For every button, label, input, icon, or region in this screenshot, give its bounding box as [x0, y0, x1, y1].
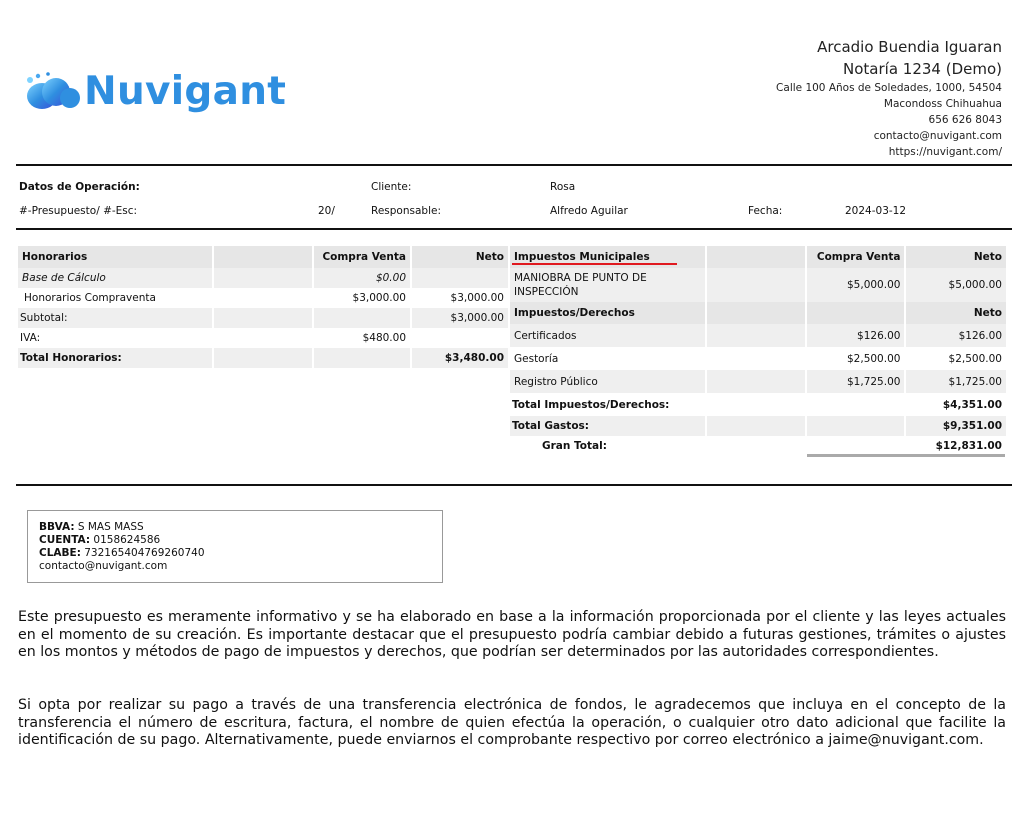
clabe-value: 732165404769260740: [84, 547, 205, 559]
budget-value: 20/: [318, 205, 335, 217]
item-value: $1,725.00: [807, 370, 904, 393]
date-label: Fecha:: [748, 205, 783, 217]
owner-name: Arcadio Buendia Iguaran: [817, 38, 1002, 56]
table-row: [18, 328, 508, 348]
item-value: $2,500.00: [847, 352, 901, 365]
neto-header: Neto: [412, 246, 508, 268]
cloud-logo-icon: [22, 70, 86, 114]
impuestos-municipales-header: Impuestos Municipales: [510, 246, 705, 268]
municipal-item-value: $5,000.00: [807, 268, 904, 302]
compra-venta-header: Compra Venta: [807, 246, 904, 268]
brand-logo: [22, 70, 286, 114]
item-label: Gestoría: [514, 352, 559, 365]
derechos-header: Impuestos/Derechos: [510, 302, 705, 324]
table-row: [18, 308, 508, 328]
table-row: [510, 393, 1006, 416]
disclaimer-paragraph-1: Este presupuesto es meramente informativo y se ha elaborado en base a la información proporcionada por el cliente y las leyes actuales en el momento de su creación. Es importante destacar que el presupuesto podría cambiar debido a futuras gestiones, trámites o ajustes en los montos y métodos de pago de impuestos y derechos, que podrían ser determinados por las autoridades correspondientes.: [18, 609, 1006, 660]
header-underline: [512, 263, 677, 265]
total-underline: [807, 454, 1005, 457]
item-neto: $1,725.00: [906, 370, 1006, 393]
table-row: [510, 347, 1006, 370]
item-neto: $126.00: [906, 324, 1006, 347]
company-address: Calle 100 Años de Soledades, 1000, 54504: [776, 82, 1002, 94]
base-label: Base de Cálculo: [18, 268, 212, 288]
responsible-label: Responsable:: [371, 205, 441, 217]
responsible-value: Alfredo Aguilar: [550, 205, 628, 217]
total-derechos-neto: $4,351.00: [942, 398, 1002, 411]
company-city: Macondoss Chihuahua: [883, 98, 1002, 110]
honorarios-header: Honorarios: [18, 246, 212, 268]
office-name: Notaría 1234 (Demo): [843, 60, 1002, 78]
subtotal-neto: $3,000.00: [412, 308, 508, 328]
neto-header: Neto: [906, 302, 1006, 324]
total-derechos-label: Total Impuestos/Derechos:: [512, 398, 670, 411]
bank-email[interactable]: contacto@nuvigant.com: [39, 560, 168, 572]
impuestos-table: [508, 246, 1008, 456]
iva-label: IVA:: [20, 332, 41, 344]
disclaimer-paragraph-2: Si opta por realizar su pago a través de una transferencia electrónica de fondos, le agradecemos que incluya en el concepto de la transferencia el número de escritura, factura, el nombre de quien efectúa la operación, o cualquier otro dato adicional que facilite la identificación de su pago. Alternativamente, puede enviarnos el comprobante respectivo por correo electrónico a jaime@nuvigant.com.: [18, 697, 1006, 748]
company-url[interactable]: https://nuvigant.com/: [888, 146, 1002, 158]
item-value: $3,000.00: [352, 292, 406, 304]
table-row: [18, 268, 508, 288]
item-label: Registro Público: [510, 370, 705, 393]
operation-title: Datos de Operación:: [19, 181, 140, 193]
bank-label: BBVA:: [39, 521, 75, 533]
item-label: Honorarios Compraventa: [24, 292, 156, 304]
total-gastos-label: Total Gastos:: [510, 416, 705, 436]
brand-name: Nuvigant: [84, 69, 287, 114]
table-row: [510, 436, 1006, 456]
item-label: Certificados: [510, 324, 705, 347]
clabe-label: CLABE:: [39, 547, 81, 559]
honorarios-table: [16, 246, 510, 368]
table-row: [510, 302, 1006, 324]
gran-total-label: Gran Total:: [542, 440, 607, 452]
bank-value: S MAS MASS: [77, 521, 144, 533]
item-value: $126.00: [807, 324, 904, 347]
table-row: [510, 324, 1006, 347]
account-label: CUENTA:: [39, 534, 91, 546]
gran-total-neto: $12,831.00: [935, 440, 1002, 452]
company-info: [776, 36, 1002, 160]
operation-divider: [16, 228, 1012, 230]
subtotal-label: Subtotal:: [18, 308, 212, 328]
date-value: 2024-03-12: [845, 205, 907, 217]
municipal-item-neto: $5,000.00: [906, 268, 1006, 302]
total-honorarios-neto: $3,480.00: [412, 348, 508, 368]
client-label: Cliente:: [371, 181, 412, 193]
company-email[interactable]: contacto@nuvigant.com: [873, 130, 1002, 142]
municipal-item-label: MANIOBRA DE PUNTO DE INSPECCIÓN: [510, 268, 705, 302]
company-phone: 656 626 8043: [928, 114, 1002, 126]
item-neto: $2,500.00: [948, 352, 1002, 365]
client-value: Rosa: [550, 181, 576, 193]
compra-venta-header: Compra Venta: [314, 246, 410, 268]
account-value: 0158624586: [93, 534, 161, 546]
table-row: [18, 246, 508, 268]
tables-divider: [16, 484, 1012, 486]
table-row: [510, 268, 1006, 302]
item-neto: $3,000.00: [450, 292, 504, 304]
bank-info-box: [27, 510, 443, 583]
neto-header: Neto: [906, 246, 1006, 268]
total-honorarios-label: Total Honorarios:: [18, 348, 212, 368]
table-row: [18, 348, 508, 368]
total-gastos-neto: $9,351.00: [906, 416, 1006, 436]
iva-value: $480.00: [362, 332, 406, 344]
table-row: [510, 370, 1006, 393]
base-value: $0.00: [314, 268, 410, 288]
header-divider: [16, 164, 1012, 166]
budget-label: #-Presupuesto/ #-Esc:: [19, 205, 138, 217]
table-row: [18, 288, 508, 308]
table-row: [510, 416, 1006, 436]
